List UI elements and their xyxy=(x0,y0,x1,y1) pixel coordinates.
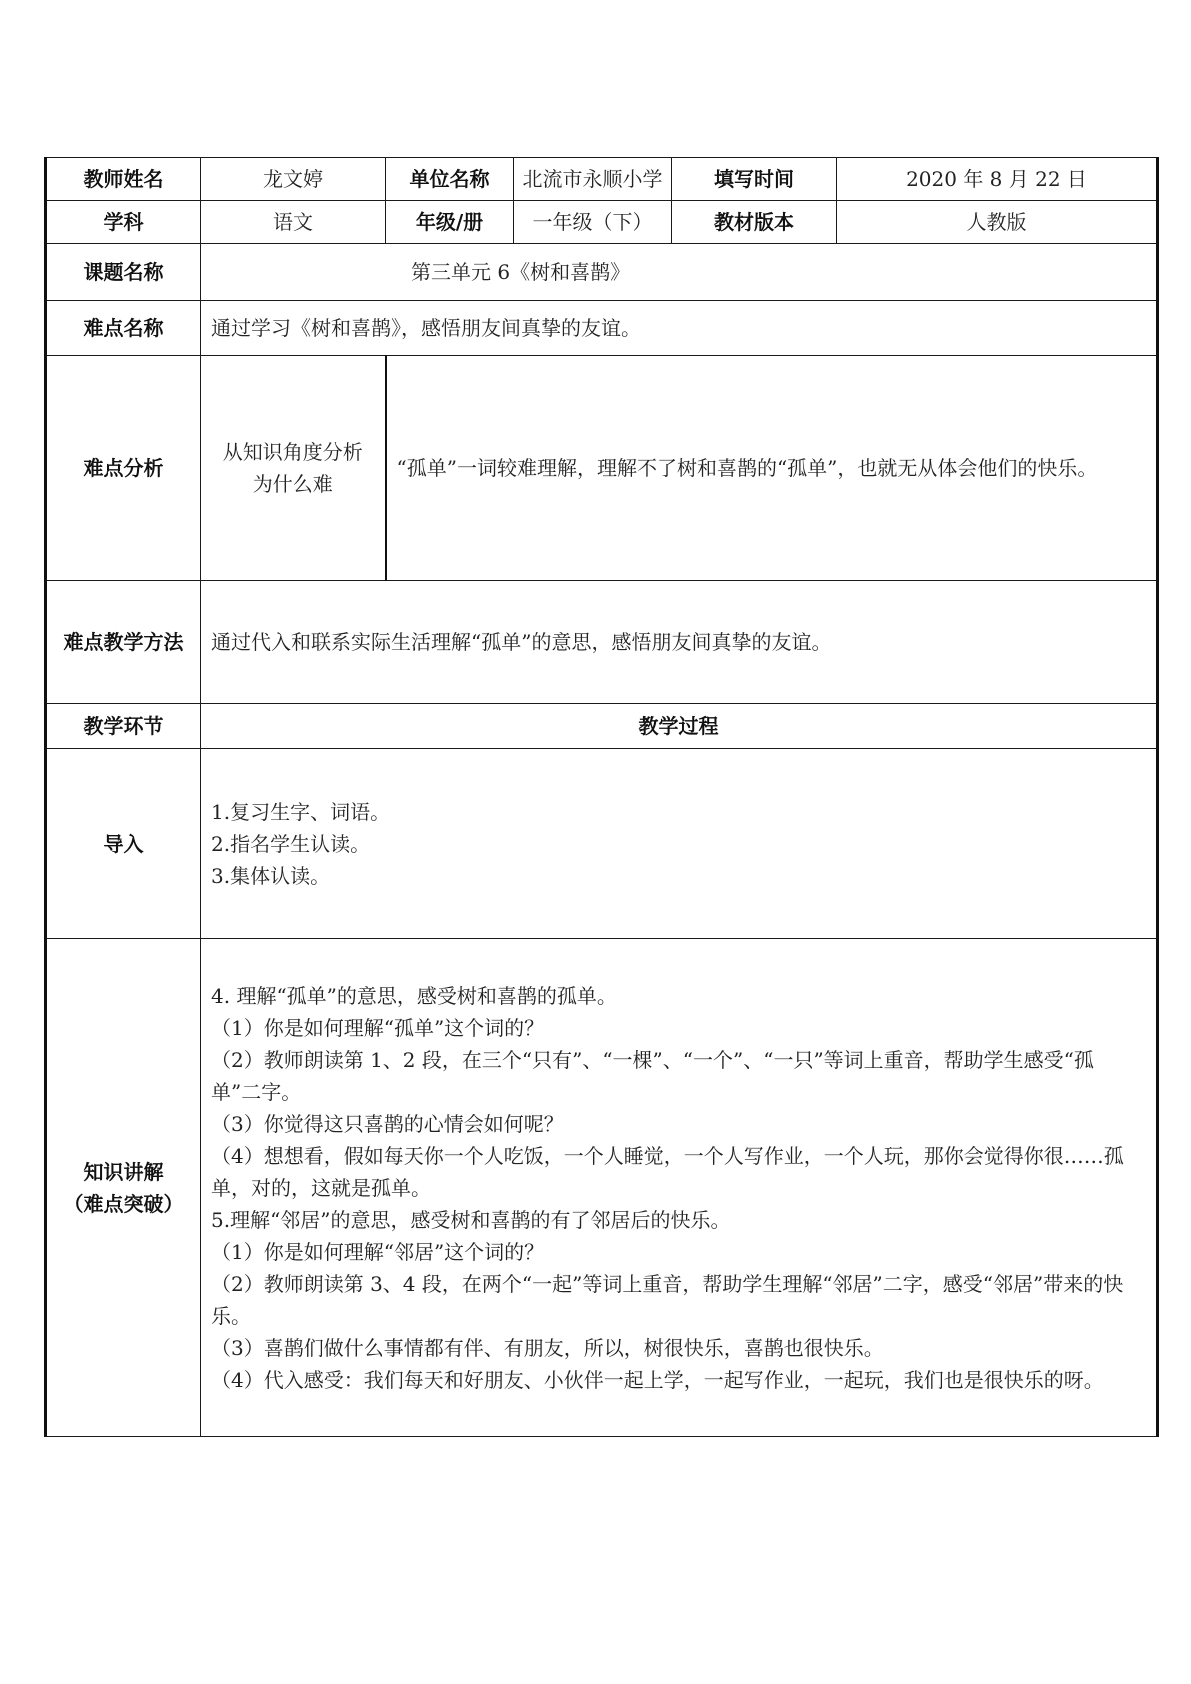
method-row xyxy=(46,581,1158,704)
knowledge-line: （1）你是如何理解“邻居”这个词的？ xyxy=(211,1239,545,1264)
difficulty-analysis-label: 难点分析 xyxy=(46,356,201,581)
knowledge-line: （4）代入感受：我们每天和好朋友、小伙伴一起上学，一起写作业，一起玩，我们也是很快乐的呀。 xyxy=(211,1367,1104,1392)
lesson-title-label: 课题名称 xyxy=(46,244,201,301)
knowledge-line: 5.理解“邻居”的意思，感受树和喜鹊的有了邻居后的快乐。 xyxy=(211,1207,731,1232)
knowledge-row xyxy=(46,939,1158,1437)
knowledge-line: 4. 理解“孤单”的意思，感受树和喜鹊的孤单。 xyxy=(211,983,617,1008)
process-header-row xyxy=(46,704,1158,749)
intro-label: 导入 xyxy=(46,749,201,939)
teaching-process-header: 教学过程 xyxy=(201,704,1158,749)
info-row-1 xyxy=(46,158,1158,201)
teacher-name-label: 教师姓名 xyxy=(46,158,201,201)
grade-value: 一年级（下） xyxy=(514,201,672,244)
subject-value: 语文 xyxy=(201,201,386,244)
unit-name-label: 单位名称 xyxy=(386,158,514,201)
teaching-method-value: 通过代入和联系实际生活理解“孤单”的意思，感悟朋友间真挚的友谊。 xyxy=(201,581,1158,704)
grade-label: 年级/册 xyxy=(386,201,514,244)
intro-line: 1.复习生字、词语。 xyxy=(211,799,391,824)
knowledge-line: （3）喜鹊们做什么事情都有伴、有朋友，所以，树很快乐，喜鹊也很快乐。 xyxy=(211,1335,884,1360)
knowledge-label xyxy=(46,939,201,1437)
teacher-name-value: 龙文婷 xyxy=(201,158,386,201)
knowledge-line: （3）你觉得这只喜鹊的心情会如何呢？ xyxy=(211,1111,564,1136)
unit-name-value: 北流市永顺小学 xyxy=(514,158,672,201)
difficulty-row xyxy=(46,301,1158,356)
analysis-sub-label xyxy=(201,356,386,581)
knowledge-content xyxy=(201,939,1158,1437)
difficulty-name-value: 通过学习《树和喜鹊》，感悟朋友间真挚的友谊。 xyxy=(201,301,1158,356)
analysis-sub-label-line1: 从知识角度分析 xyxy=(222,440,363,464)
intro-content xyxy=(201,749,1158,939)
knowledge-line: （4）想想看，假如每天你一个人吃饭，一个人睡觉，一个人写作业，一个人玩，那你会觉得你很……孤单，对的，这就是孤单。 xyxy=(211,1143,1124,1200)
knowledge-line: （2）教师朗读第 1、2 段，在三个“只有”、“一棵”、“一个”、“一只”等词上重音，帮助学生感受“孤单”二字。 xyxy=(211,1047,1094,1104)
knowledge-line: （2）教师朗读第 3、4 段，在两个“一起”等词上重音，帮助学生理解“邻居”二字，感受“邻居”带来的快乐。 xyxy=(211,1271,1124,1328)
lesson-row xyxy=(46,244,1158,301)
intro-row xyxy=(46,749,1158,939)
knowledge-label-line1: 知识讲解 xyxy=(83,1159,164,1184)
intro-line: 3.集体认读。 xyxy=(211,863,331,888)
lesson-plan-table xyxy=(44,157,1159,1437)
lesson-title-value: 第三单元 6《树和喜鹊》 xyxy=(201,244,1158,301)
fill-date-value: 2020 年 8 月 22 日 xyxy=(837,158,1158,201)
knowledge-label-line2: （难点突破） xyxy=(63,1191,184,1216)
teaching-stage-header: 教学环节 xyxy=(46,704,201,749)
edition-label: 教材版本 xyxy=(672,201,837,244)
difficulty-analysis-value: “孤单”一词较难理解，理解不了树和喜鹊的“孤单”，也就无从体会他们的快乐。 xyxy=(386,356,1158,581)
knowledge-line: （1）你是如何理解“孤单”这个词的？ xyxy=(211,1015,545,1040)
intro-line: 2.指名学生认读。 xyxy=(211,831,371,856)
info-row-2 xyxy=(46,201,1158,244)
analysis-row xyxy=(46,356,1158,581)
analysis-sub-label-line2: 为什么难 xyxy=(252,472,333,496)
difficulty-name-label: 难点名称 xyxy=(46,301,201,356)
subject-label: 学科 xyxy=(46,201,201,244)
edition-value: 人教版 xyxy=(837,201,1158,244)
teaching-method-label: 难点教学方法 xyxy=(46,581,201,704)
fill-date-label: 填写时间 xyxy=(672,158,837,201)
